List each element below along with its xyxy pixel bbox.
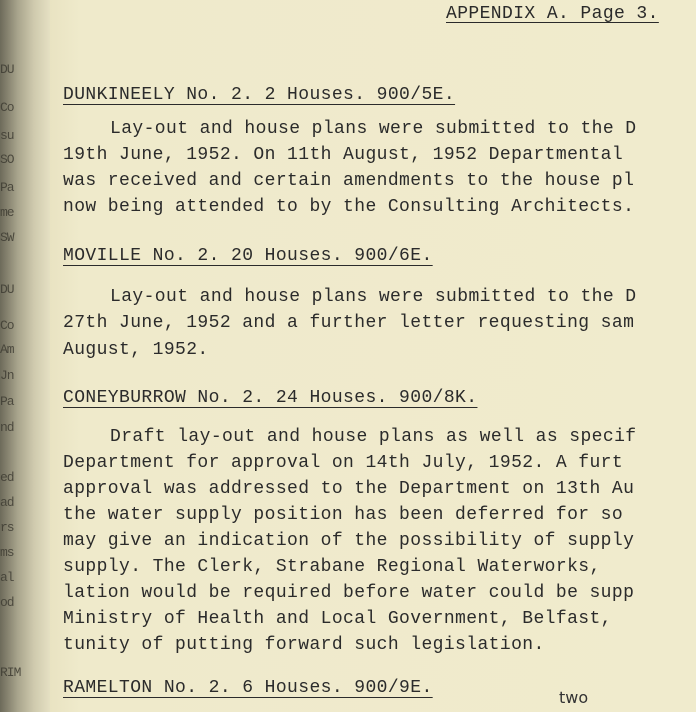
section-line: lation would be required before water could be supp [63,583,635,603]
binding-fragment: RIM [0,665,21,680]
binding-fragment: Am [0,342,14,357]
binding-fragment: me [0,205,14,220]
binding-fragment: SO [0,152,14,167]
section-line: may give an indication of the possibility of supply [63,531,635,551]
binding-fragment: su [0,128,14,143]
section-line: 27th June, 1952 and a further letter requesting sam [63,313,635,333]
binding-fragment: al [0,570,14,585]
section-heading-moville: MOVILLE No. 2. 20 Houses. 900/6E. [63,246,433,266]
section-line: now being attended to by the Consulting Architects. [63,197,635,217]
section-line: Department for approval on 14th July, 1952. A furt [63,453,624,473]
binding-fragment: nd [0,420,14,435]
section-line: Ministry of Health and Local Government, Belfast, [63,609,612,629]
binding-strip [0,0,50,712]
binding-fragment: rs [0,520,14,535]
binding-fragment: ed [0,470,14,485]
section-line: approval was addressed to the Department on 13th Au [63,479,635,499]
binding-fragment: Co [0,100,14,115]
binding-fragment: od [0,595,14,610]
section-heading-dunkineely: DUNKINEELY No. 2. 2 Houses. 900/5E. [63,85,456,105]
binding-fragment: Jn [0,368,14,383]
section-line: Lay-out and house plans were submitted to the D [110,119,637,139]
section-line: 19th June, 1952. On 11th August, 1952 Departmental [63,145,624,165]
section-line: tunity of putting forward such legislation. [63,635,545,655]
page-header: APPENDIX A. Page 3. [446,4,659,24]
section-line: Draft lay-out and house plans as well as specif [110,427,637,447]
section-heading-coneyburrow: CONEYBURROW No. 2. 24 Houses. 900/8K. [63,388,478,408]
binding-fragment: DU [0,62,14,77]
binding-fragment: ms [0,545,14,560]
section-heading-ramelton: RAMELTON No. 2. 6 Houses. 900/9E. [63,678,433,698]
binding-fragment: SW [0,230,14,245]
section-line: August, 1952. [63,340,209,360]
section-line: supply. The Clerk, Strabane Regional Waterworks, [63,557,601,577]
binding-fragment: ad [0,495,14,510]
binding-fragment: Pa [0,180,14,195]
section-line: Lay-out and house plans were submitted to the D [110,287,637,307]
section-line: was received and certain amendments to the house pl [63,171,635,191]
binding-fragment: Co [0,318,14,333]
binding-fragment: Pa [0,394,14,409]
section-line: the water supply position has been deferred for so [63,505,624,525]
handwritten-note: two [559,688,589,707]
binding-fragment: DU [0,282,14,297]
